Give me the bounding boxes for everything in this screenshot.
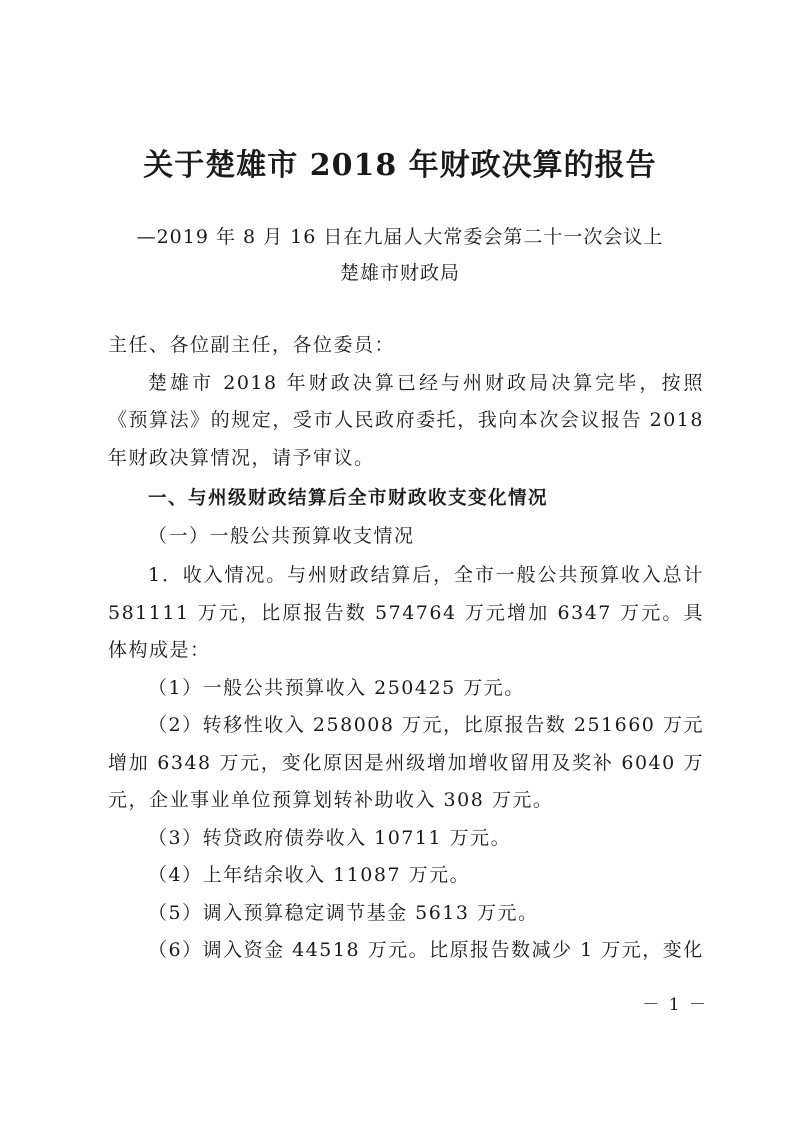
list-item-2: （2）转移性收入 258008 万元，比原报告数 251660 万元增加 6348 万元，变化原因是州级增加增收留用及奖补 6040 万元，企业事业单位预算划转补助收入 308 万元。 xyxy=(108,714,704,811)
list-item-5: （5）调入预算稳定调节基金 5613 万元。 xyxy=(148,901,539,924)
page-number: － 1 － xyxy=(642,995,708,1015)
document-body xyxy=(108,327,704,970)
intro-paragraph: 楚雄市 2018 年财政决算已经与州财政局决算完毕，按照《预算法》的规定，受市人民政府委托，我向本次会议报告 2018 年财政决算情况，请予审议。 xyxy=(108,371,704,469)
revenue-paragraph: 1．收入情况。与州财政结算后，全市一般公共预算收入总计 581111 万元，比原报告数 574764 万元增加 6347 万元。具体构成是： xyxy=(108,564,704,661)
document-subtitle-issuer: 楚雄市财政局 xyxy=(339,262,460,284)
list-item-4: （4）上年结余收入 11087 万元。 xyxy=(148,864,471,886)
document-title: 关于楚雄市 2018 年财政决算的报告 xyxy=(143,148,657,183)
list-item-6: （6）调入资金 44518 万元。比原报告数减少 1 万元，变化 xyxy=(148,939,704,961)
list-item-3: （3）转贷政府债券收入 10711 万元。 xyxy=(148,826,512,849)
section-heading-1: 一、与州级财政结算后全市财政收支变化情况 xyxy=(148,488,549,509)
document-subtitle-meeting: —2019 年 8 月 16 日在九届人大常委会第二十一次会议上 xyxy=(136,226,664,248)
salutation: 主任、各位副主任，各位委员： xyxy=(108,334,396,356)
list-item-1: （1）一般公共预算收入 250425 万元。 xyxy=(148,676,525,699)
subsection-heading-1: （一）一般公共预算收支情况 xyxy=(148,524,415,547)
